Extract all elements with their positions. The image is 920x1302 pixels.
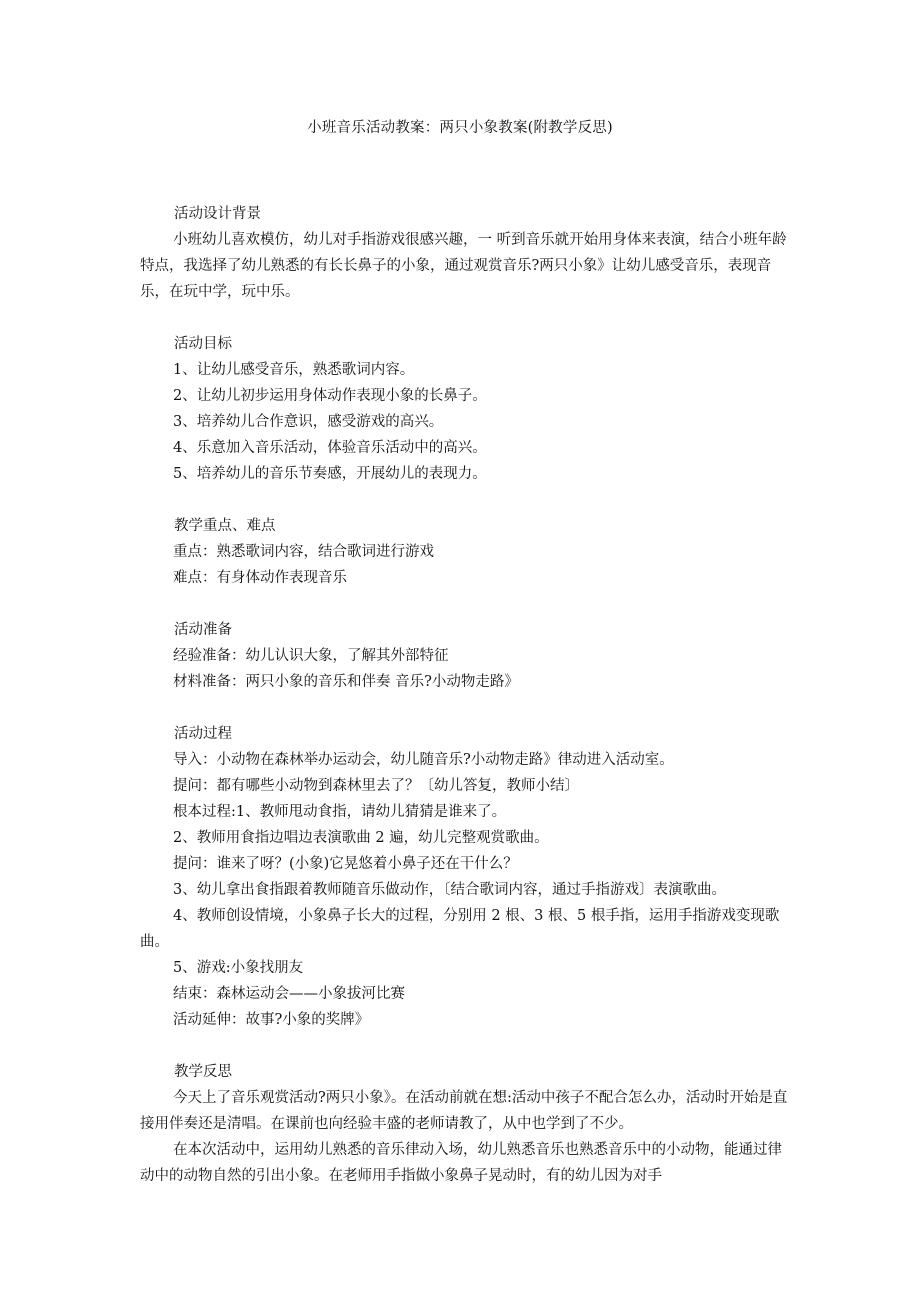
key-point-difficulty: 难点：有身体动作表现音乐 <box>173 570 347 586</box>
section-gap <box>140 695 790 721</box>
reflection-paragraph-2: 在本次活动中，运用幼儿熟悉的音乐律动入场，幼儿熟悉音乐也熟悉音乐中的小动物，能通过律动中的动物自然的引出小象。在老师用手指做小象鼻子晃动时，有的幼儿因为对手 <box>140 1142 782 1184</box>
section-heading-background: 活动设计背景 <box>174 206 261 222</box>
background-paragraph: 小班幼儿喜欢模仿，幼儿对手指游戏很感兴趣，一 听到音乐就开始用身体来表演，结合小班年龄特点，我选择了幼儿熟悉的有长长鼻子的小象，通过观赏音乐?两只小象》让幼儿感受音乐，表现音乐，在玩中学，玩中乐。 <box>140 232 787 300</box>
key-point-focus: 重点：熟悉歌词内容，结合歌词进行游戏 <box>173 544 434 560</box>
preparation-experience: 经验准备：幼儿认识大象，了解其外部特征 <box>173 648 449 664</box>
document-body <box>140 201 790 1189</box>
goal-item-4: 4、乐意加入音乐活动，体验音乐活动中的高兴。 <box>173 440 487 456</box>
reflection-paragraph-1: 今天上了音乐观赏活动?两只小象》。在活动前就在想:活动中孩子不配合怎么办，活动时开始是直接用伴奏还是清唱。在课前也向经验丰盛的老师请教了，从中也学到了不少。 <box>140 1090 788 1132</box>
process-line-6: 3、幼儿拿出食指跟着教师随音乐做动作，〔结合歌词内容，通过手指游戏〕表演歌曲。 <box>173 882 726 898</box>
process-line-1: 导入：小动物在森林举办运动会，幼儿随音乐?小动物走路》律动进入活动室。 <box>173 752 674 768</box>
document-title: 小班音乐活动教案：两只小象教案(附教学反思) <box>307 120 613 136</box>
goal-item-1: 1、让幼儿感受音乐，熟悉歌词内容。 <box>173 362 415 378</box>
goal-item-2: 2、让幼儿初步运用身体动作表现小象的长鼻子。 <box>173 388 487 404</box>
section-gap <box>140 487 790 513</box>
process-line-9: 结束：森林运动会——小象拔河比赛 <box>173 986 405 1002</box>
goal-item-3: 3、培养幼儿合作意识，感受游戏的高兴。 <box>173 414 444 430</box>
section-heading-goals: 活动目标 <box>174 336 232 352</box>
process-line-5: 提问：谁来了呀？(小象)它晃悠着小鼻子还在干什么？ <box>173 856 518 872</box>
section-heading-reflection: 教学反思 <box>174 1064 232 1080</box>
section-gap <box>140 305 790 331</box>
process-line-7: 4、教师创设情境，小象鼻子长大的过程，分别用 2 根、3 根、5 根手指，运用手指游戏变现歌曲。 <box>140 908 780 950</box>
section-gap <box>140 591 790 617</box>
process-line-10: 活动延伸：故事?小象的奖牌》 <box>173 1012 370 1028</box>
section-heading-process: 活动过程 <box>174 726 232 742</box>
process-line-8: 5、游戏:小象找朋友 <box>173 960 304 976</box>
process-line-3: 根本过程:1、教师甩动食指，请幼儿猜猜是谁来了。 <box>173 804 507 820</box>
section-heading-preparation: 活动准备 <box>174 622 232 638</box>
preparation-materials: 材料准备：两只小象的音乐和伴奏 音乐?小动物走路》 <box>173 674 519 690</box>
process-line-4: 2、教师用食指边唱边表演歌曲 2 遍，幼儿完整观赏歌曲。 <box>173 830 549 846</box>
section-gap <box>140 1033 790 1059</box>
process-line-2: 提问：都有哪些小动物到森林里去了？〔幼儿答复，教师小结〕 <box>173 778 579 794</box>
goal-item-5: 5、培养幼儿的音乐节奏感，开展幼儿的表现力。 <box>173 466 487 482</box>
section-heading-key-points: 教学重点、难点 <box>174 518 276 534</box>
